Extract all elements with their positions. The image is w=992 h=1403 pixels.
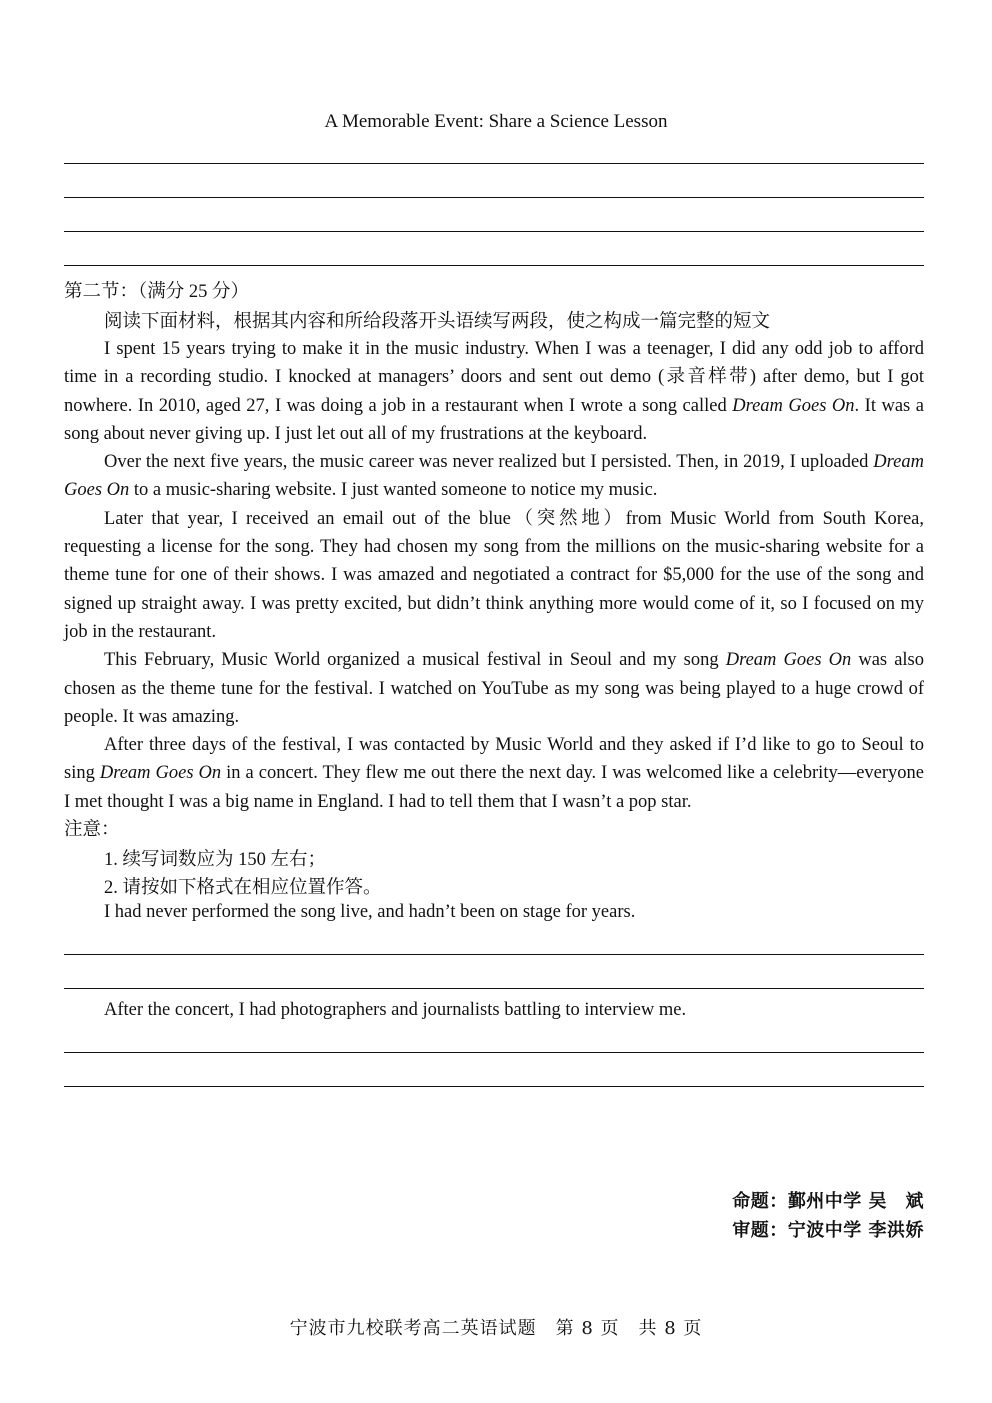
paragraph (64, 731, 924, 816)
answer-line (64, 954, 924, 955)
paragraph (64, 505, 924, 646)
paragraph (64, 646, 924, 731)
paragraph-text: Over the next five years, the music career was never realized but I persisted. Then, in 2019, I uploaded (104, 452, 874, 473)
paragraph-text: was also chosen as the theme tune for the festival. I watched on YouTube as my song was being played to a huge crowd of people. It was amazing. (64, 650, 925, 727)
song-title: Dream Goes On (99, 763, 222, 784)
answer-line (64, 1052, 924, 1053)
paragraph-text: in a concert. They flew me out there the next day. I was welcomed like a celebrity—everyone I met thought I was a big name in England. I had to tell them that I wasn’t a pop star. (64, 763, 925, 812)
reading-passage (64, 335, 924, 816)
page-footer: 宁波市九校联考高二英语试题 第 8 页 共 8 页 (289, 1318, 703, 1339)
note-item: 2. 请按如下格式在相应位置作答。 (104, 878, 382, 898)
answer-line (64, 231, 924, 232)
song-title: Dream Goes On (64, 452, 924, 501)
paragraph-starter-1: I had never performed the song live, and hadn’t been on stage for years. (104, 902, 636, 922)
paragraph-text: Later that year, I received an email out of the blue（突然地）from Music World from South Korea, requesting a license for the song. They had chosen my song from the millions on the music-sharing website for a theme tune for one of their shows. I was amazed and negotiated a contract for $5,000 for the use of the song and signed up straight away. I was pretty excited, but didn’t think anything more would come of it, so I focused on my job in the restaurant. (64, 508, 924, 642)
section-heading: 第二节：（满分 25 分） (64, 282, 250, 302)
author-credit: 命题：鄞州中学 吴 斌 (732, 1191, 924, 1212)
instruction-text: 阅读下面材料，根据其内容和所给段落开头语续写两段，使之构成一篇完整的短文 (104, 312, 771, 332)
paragraph-text: This February, Music World organized a musical festival in Seoul and my song (104, 650, 726, 671)
answer-line (64, 197, 924, 198)
song-title: Dream Goes On (725, 650, 852, 671)
paragraph-text: . It was a song about never giving up. I just let out all of my frustrations at the keyboard. (64, 395, 924, 444)
essay-title: A Memorable Event: Share a Science Lesson (324, 111, 668, 132)
reviewer-credit: 审题：宁波中学 李洪娇 (732, 1220, 924, 1241)
paragraph-text: to a music-sharing website. I just wanted someone to notice my music. (129, 480, 658, 501)
paragraph-text: I spent 15 years trying to make it in the music industry. When I was a teenager, I did any odd job to afford time in a recording studio. I knocked at managers’ doors and sent out demo (录音样带) after demo, but I got nowhere. In 2010, aged 27, I was doing a job in a restaurant when I wrote a song called (64, 339, 924, 416)
answer-line (64, 988, 924, 989)
answer-line (64, 163, 924, 164)
song-title: Dream Goes On (732, 395, 855, 416)
notes-heading: 注意： (64, 820, 120, 840)
paragraph (64, 335, 924, 448)
answer-line (64, 265, 924, 266)
note-item: 1. 续写词数应为 150 左右； (104, 850, 327, 870)
paragraph-starter-2: After the concert, I had photographers and journalists battling to interview me. (104, 1000, 687, 1020)
answer-line (64, 1086, 924, 1087)
paragraph-text: After three days of the festival, I was contacted by Music World and they asked if I’d like to go to Seoul to sing (64, 735, 924, 784)
paragraph (64, 448, 924, 505)
